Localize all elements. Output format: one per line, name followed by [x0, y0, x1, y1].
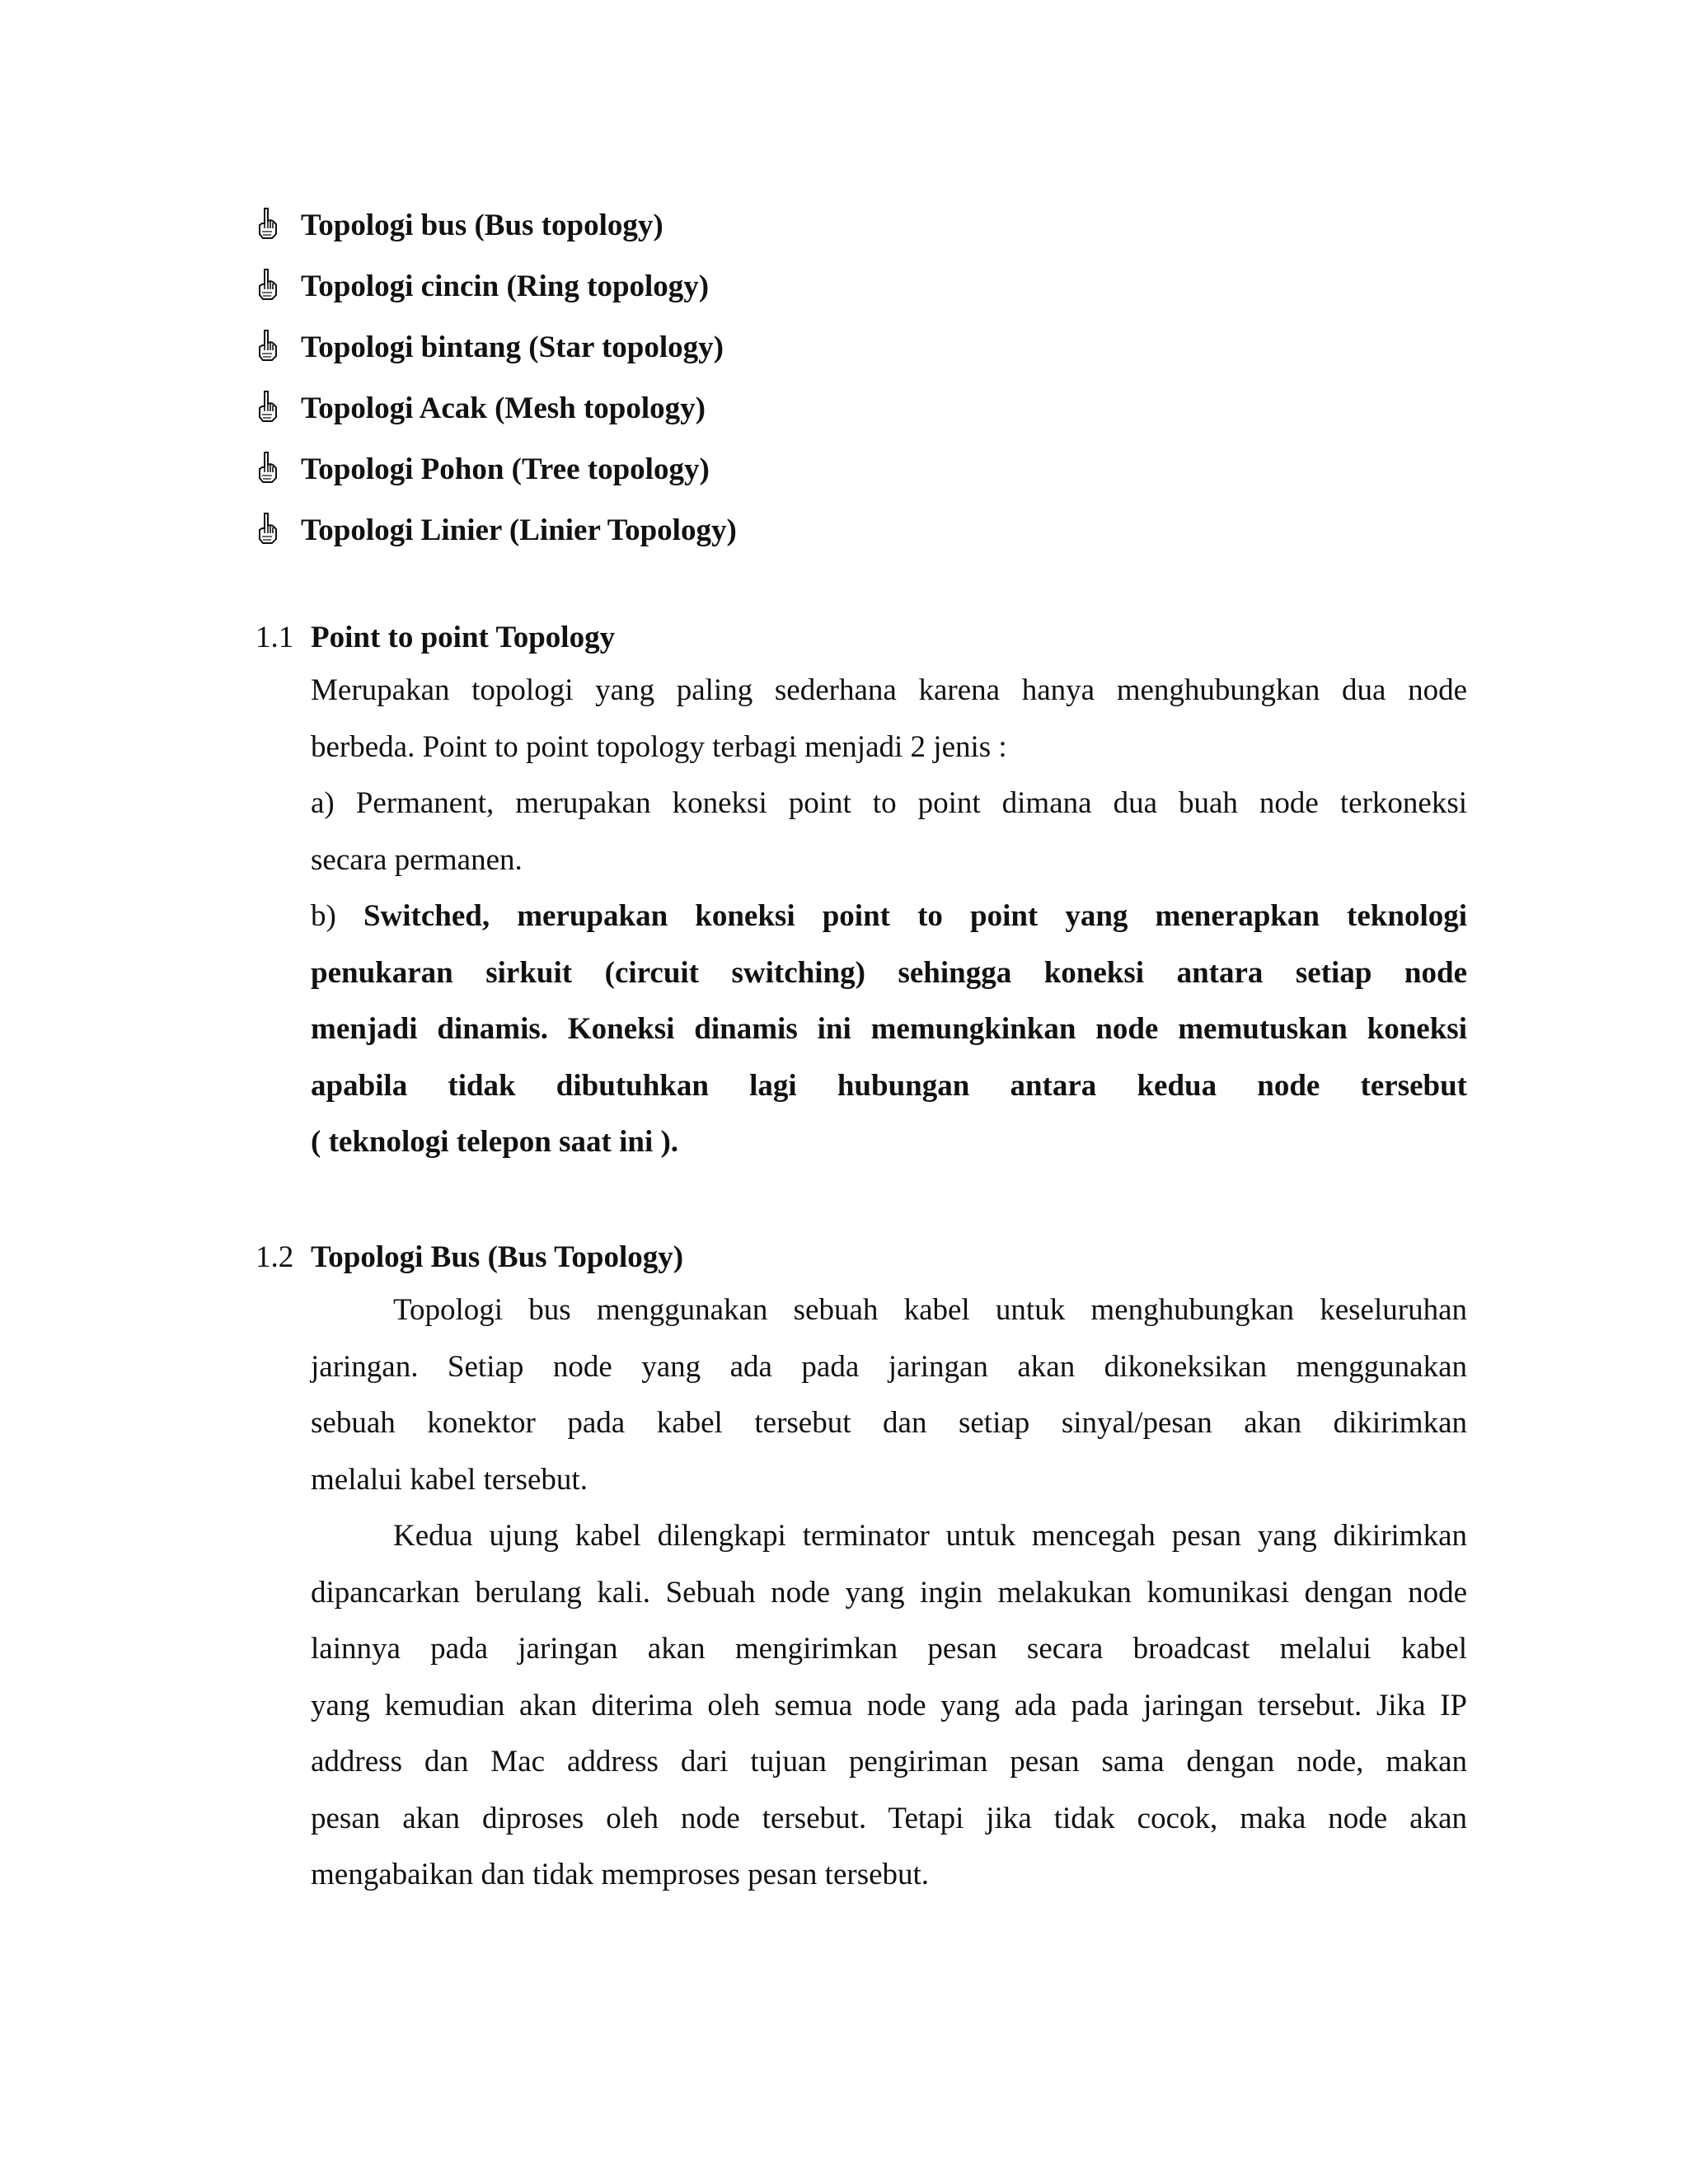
section-body	[311, 1282, 1467, 1904]
section-heading	[256, 612, 1467, 663]
text-line: apabila tidak dibutuhkan lagi hubungan antara kedua node tersebut	[311, 1068, 1467, 1103]
section-title: Point to point Topology	[311, 620, 616, 654]
section-title: Topologi Bus (Bus Topology)	[311, 1240, 684, 1274]
list-item-label: Topologi bintang (Star topology)	[301, 330, 724, 364]
list-item	[256, 438, 737, 499]
text-line: dipancarkan berulang kali. Sebuah node yang ingin melakukan komunikasi dengan node	[311, 1575, 1467, 1610]
text-line: jaringan. Setiap node yang ada pada jaringan akan dikoneksikan menggunakan	[311, 1349, 1467, 1384]
section-bus-topology	[256, 1231, 1467, 1904]
list-item-label: Topologi Linier (Linier Topology)	[301, 513, 737, 547]
list-item	[256, 255, 737, 316]
item-b-first: Switched, merupakan koneksi point to point yang menerapkan teknologi	[363, 899, 1467, 933]
text-line: berbeda. Point to point topology terbagi menjadi 2 jenis :	[311, 729, 1007, 764]
list-item-label: Topologi bus (Bus topology)	[301, 208, 663, 242]
pointing-hand-icon	[256, 329, 279, 362]
text-line: Kedua ujung kabel dilengkapi terminator untuk mencegah pesan yang dikirimkan	[393, 1519, 1467, 1553]
pointing-hand-icon	[256, 207, 279, 240]
topology-list	[256, 194, 737, 560]
text-line: pesan akan diproses oleh node tersebut. Tetapi jika tidak cocok, maka node akan	[311, 1801, 1467, 1835]
list-item	[256, 316, 737, 377]
list-item	[256, 194, 737, 255]
text-line: Topologi bus menggunakan sebuah kabel untuk menghubungkan keseluruhan	[393, 1293, 1467, 1327]
text-line: secara permanen.	[311, 842, 523, 877]
text-line: lainnya pada jaringan akan mengirimkan pesan secara broadcast melalui kabel	[311, 1632, 1467, 1666]
section-number: 1.1	[256, 620, 294, 654]
text-line: Merupakan topologi yang paling sederhana karena hanya menghubungkan dua node	[311, 673, 1467, 707]
section-heading	[256, 1231, 1467, 1282]
text-line: penukaran sirkuit (circuit switching) sehingga koneksi antara setiap node	[311, 955, 1467, 990]
list-item-label: Topologi cincin (Ring topology)	[301, 269, 710, 303]
text-line: yang kemudian akan diterima oleh semua node yang ada pada jaringan tersebut. Jika IP	[311, 1688, 1467, 1722]
pointing-hand-icon	[256, 390, 279, 423]
list-item	[256, 377, 737, 438]
text-line: sebuah konektor pada kabel tersebut dan setiap sinyal/pesan akan dikirimkan	[311, 1406, 1467, 1440]
text-line: ( teknologi telepon saat ini ).	[311, 1125, 679, 1159]
section-point-to-point	[256, 612, 1467, 1171]
text-line: address dan Mac address dari tujuan pengiriman pesan sama dengan node, makan	[311, 1745, 1467, 1779]
pointing-hand-icon	[256, 512, 279, 545]
section-body	[311, 663, 1467, 1171]
list-item	[256, 499, 737, 560]
pointing-hand-icon	[256, 268, 279, 301]
text-line: melalui kabel tersebut.	[311, 1462, 588, 1497]
section-number: 1.2	[256, 1240, 294, 1274]
list-item-label: Topologi Acak (Mesh topology)	[301, 391, 706, 425]
text-line: mengabaikan dan tidak memproses pesan tersebut.	[311, 1858, 930, 1891]
text-line	[311, 888, 1467, 945]
text-line: menjadi dinamis. Koneksi dinamis ini memungkinkan node memutuskan koneksi	[311, 1012, 1467, 1046]
text-line: a) Permanent, merupakan koneksi point to point dimana dua buah node terkoneksi	[311, 786, 1467, 820]
item-b-prefix: b)	[311, 899, 336, 933]
list-item-label: Topologi Pohon (Tree topology)	[301, 452, 710, 486]
pointing-hand-icon	[256, 451, 279, 484]
